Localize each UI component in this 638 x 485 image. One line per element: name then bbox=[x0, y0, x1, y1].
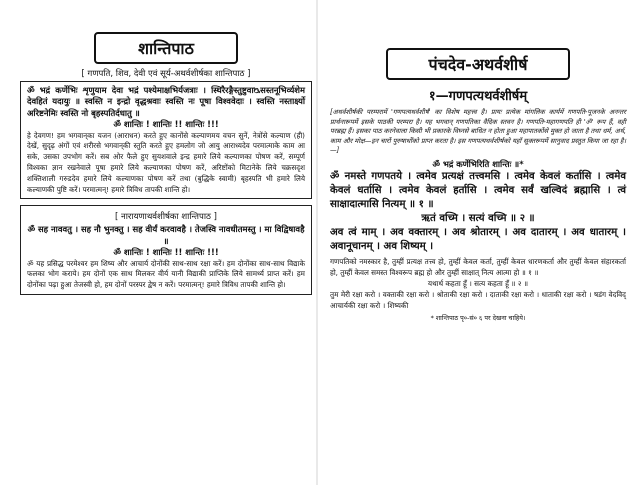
shantipath-meaning-1: हे देवगण! हम भगवान्‌का यजन (आराधन) करते हुए कानोंसे कल्याणमय वचन सुनें, नेत्रोंसे कल्याण (ही) देखें, सुदृढ़ अंगों एवं शरीरसे भगवान्‌की स्तुति करते हुए हमलोग जो आयु आराध्यदेव परमात्माके काम आ सके, उसका उपभोग करें। सब ओर फैले हुए सुयशवाले इन्द्र हमारे लिये कल्याणका पोषण करें, सम्पूर्ण विश्वका ज्ञान रखनेवाले पूषा हमारे लिये कल्याणका पोषण करें, अरिष्टोंको मिटानेके लिये चक्रसदृश शक्तिशाली गरुडदेव हमारे लिये कल्याणका पोषण करें तथा (बुद्धिके स्वामी) बृहस्पति भी हमारे लिये कल्याणकी पुष्टि करें। परमात्मन्! हमारे त्रिविध तापकी शान्ति हो। bbox=[27, 130, 305, 194]
mantra-2: ऋतं वच्मि । सत्यं वच्मि ॥ २ ॥ bbox=[421, 213, 535, 225]
shantipath-box-2 bbox=[20, 205, 312, 295]
intro-note: [अथर्वशीर्षकी परम्परामें 'गणपत्यथर्वशीर्ष' का विशेष महत्त्व है। प्रायः प्रत्येक मांगलिक कार्यमें गणपति-पूजनके अनन्तर प्रार्थनारूपमें इसके पाठकी परम्परा है। यह भगवान् गणपतिका वैदिक स्तवन है। गणपति-महागणपति ही 'ॐ' रूप हैं, वही परब्रह्म हैं। इसका पाठ करनेवाला किसी भी प्रकारके विघ्नसे बाधित न होता हुआ महापातकोंसे मुक्त हो जाता है तथा धर्म, अर्थ, काम और मोक्ष—इन चारों पुरुषार्थोंको प्राप्त करता है। इस गणपत्यथर्वशीर्षको यहाँ सूक्तरूपमें सानुवाद प्रस्तुत किया जा रहा है।—] bbox=[330, 108, 626, 155]
footnote: * शान्तिपाठ पृ०-सं० ६ पर देखना चाहिये। bbox=[430, 314, 526, 323]
mantra-3: अव त्वं माम् । अव वक्तारम् । अव श्रोतारम् । अव दातारम् । अव धातारम् । अवानूचानम् । अव शिष्यम् । bbox=[330, 227, 626, 253]
shanti-line-2: ॐ शान्तिः ! शान्तिः !! शान्तिः !!! bbox=[113, 247, 219, 258]
narayana-subtitle: [ नारायणाथर्वशीर्षका शान्तिपाठ ] bbox=[114, 212, 217, 223]
shantipath-box-1 bbox=[20, 81, 312, 199]
translation-3: तुम मेरी रक्षा करो । वक्ताकी रक्षा करो । श्रोताकी रक्षा करो । दाताकी रक्षा करो । धाताकी रक्षा करो । षडंग वेदविद् आचार्यकी रक्षा करो । शिष्यकी bbox=[330, 289, 626, 310]
right-page bbox=[330, 12, 626, 322]
translation-2: यथार्थ कहता हूँ । सत्य कहता हूँ ॥ २ ॥ bbox=[427, 278, 529, 288]
shantipath-subtitle: [ गणपति, शिव, देवी एवं सूर्य-अथर्वशीर्षका शान्तिपाठ ] bbox=[81, 69, 251, 79]
translation-1: गणपतिको नमस्कार है, तुम्हीं प्रत्यक्ष तत्त्व हो, तुम्हीं केवल कर्ता, तुम्हीं केवल धारणकर्ता और तुम्हीं केवल संहारकर्ता हो, तुम्हीं केवल समस्त विश्वरूप ब्रह्म हो और तुम्हीं साक्षात् नित्य आत्मा हो ॥ १ ॥ bbox=[330, 257, 626, 278]
shantipath-verse-1: ॐ भद्रं कर्णेभिः शृणुयाम देवा भद्रं पश्येमाक्षभिर्यजत्राः । स्थिरैरङ्गैस्तुष्टुवाᳬसस्तनूभिर्व्यशेम देवहितं यदायुः ॥ स्वस्ति न इन्द्रो वृद्धश्रवाः स्वस्ति नः पूषा विश्ववेदाः । स्वस्ति नस्तार्क्ष्यो अरिष्टनेमिः स्वस्ति नो बृहस्पतिर्दधातु ॥ bbox=[27, 85, 305, 118]
ganapati-subtitle: १—गणपत्यथर्वशीर्षम् bbox=[428, 89, 528, 104]
mantra-1: ॐ नमस्ते गणपतये । त्वमेव प्रत्यक्षं तत्त्वमसि । त्वमेव केवलं कर्तासि । त्वमेव केवलं धर्तासि । त्वमेव केवलं हर्तासि । त्वमेव सर्वं खल्विदं ब्रह्मासि । त्वं साक्षादात्मासि नित्यम् ॥ १ ॥ bbox=[330, 171, 626, 211]
shanti-reference: ॐ भद्रं कर्णेभिरिति शान्तिः ॥* bbox=[432, 158, 524, 169]
left-page-title: शान्तिपाठ bbox=[94, 32, 238, 64]
right-page-title: पंचदेव-अथर्वशीर्ष bbox=[386, 48, 570, 80]
page-gutter bbox=[316, 0, 318, 485]
shantipath-meaning-2: ॐ यह प्रसिद्ध परमेश्वर हम शिष्य और आचार्य दोनोंकी साथ-साथ रक्षा करें। हम दोनोंका साथ-साथ विद्याके फलका भोग कराये। हम दोनों एक साथ मिलकर वीर्य यानी विद्याकी प्राप्तिके लिये सामर्थ्य प्राप्त करें। हम दोनोंका पढ़ा हुआ तेजस्वी हो, हम दोनों परस्पर द्वेष न करें। परमात्मन्! हमारे त्रिविध तापकी शान्ति हो। bbox=[27, 258, 305, 290]
shantipath-verse-2: ॐ सह नाववतु । सह नौ भुनक्तु । सह वीर्यं करवावहै । तेजस्वि नावधीतमस्तु । मा विद्विषावहै ॥ bbox=[27, 224, 305, 246]
left-page bbox=[20, 12, 312, 295]
shanti-line-1: ॐ शान्तिः ! शान्तिः !! शान्तिः !!! bbox=[113, 119, 219, 130]
